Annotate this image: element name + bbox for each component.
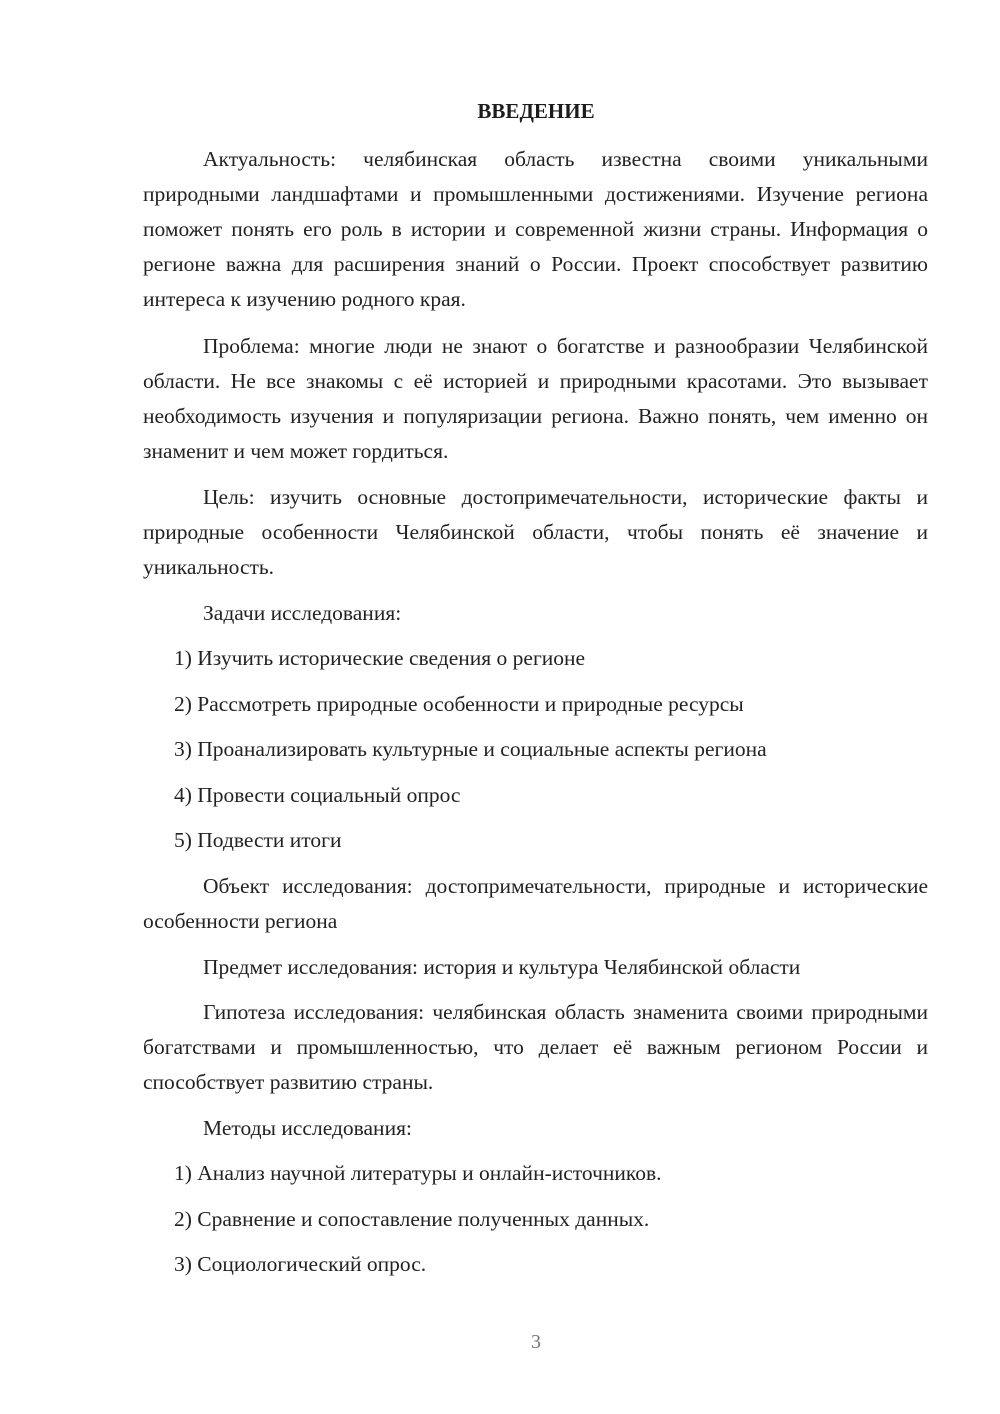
- method-item: 3) Социологический опрос.: [174, 1252, 427, 1276]
- methods-title: Методы исследования:: [203, 1116, 412, 1140]
- problem-paragraph: Проблема: многие люди не знают о богатстве и разнообразии Челябинской области. Не все знакомы с её историей и природными красотами. Это вызывает необходимость изучения и популяризации региона. Важно понять, чем именно он знаменит и чем может гордиться.: [143, 334, 928, 463]
- tasks-title: Задачи исследования:: [203, 601, 402, 625]
- method-item: 1) Анализ научной литературы и онлайн-источников.: [174, 1161, 662, 1185]
- page-title: ВВЕДЕНИЕ: [477, 99, 595, 123]
- method-item: 2) Сравнение и сопоставление полученных данных.: [174, 1207, 650, 1231]
- task-item: 5) Подвести итоги: [174, 828, 342, 852]
- hypothesis-paragraph: Гипотеза исследования: челябинская область знаменита своими природными богатствами и промышленностью, что делает её важным регионом России и способствует развитию страны.: [143, 1000, 928, 1094]
- relevance-paragraph: Актуальность: челябинская область известна своими уникальными природными ландшафтами и промышленными достижениями. Изучение региона поможет понять его роль в истории и современной жизни страны. Информация о регионе важна для расширения знаний о России. Проект способствует развитию интереса к изучению родного края.: [143, 147, 928, 311]
- task-item: 4) Провести социальный опрос: [174, 783, 461, 807]
- task-item: 2) Рассмотреть природные особенности и природные ресурсы: [174, 692, 744, 716]
- goal-paragraph: Цель: изучить основные достопримечательности, исторические факты и природные особенности Челябинской области, чтобы понять её значение и уникальность.: [143, 485, 928, 579]
- page-number: 3: [531, 1331, 541, 1353]
- task-item: 3) Проанализировать культурные и социальные аспекты региона: [174, 737, 767, 761]
- object-paragraph: Объект исследования: достопримечательности, природные и исторические особенности региона: [143, 874, 928, 933]
- subject-paragraph: Предмет исследования: история и культура Челябинской области: [203, 955, 801, 979]
- task-item: 1) Изучить исторические сведения о регионе: [174, 646, 586, 670]
